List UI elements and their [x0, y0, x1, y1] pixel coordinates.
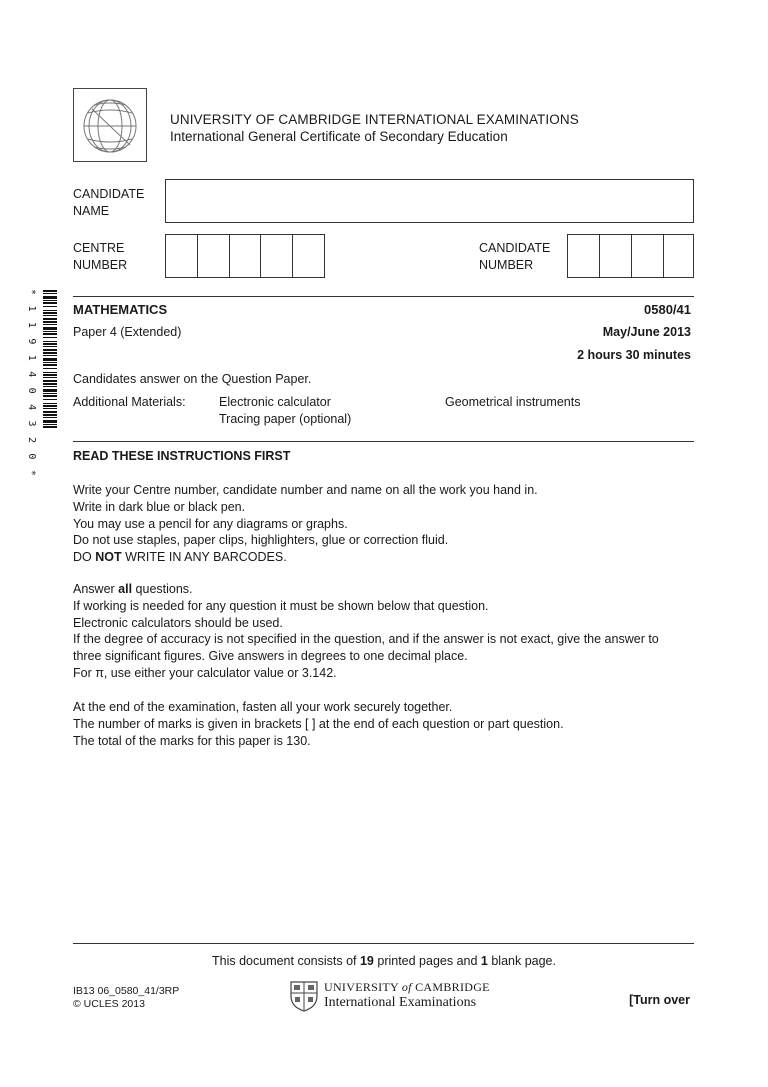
divider [73, 441, 694, 442]
centre-number-cell[interactable] [166, 235, 198, 277]
text: questions. [132, 582, 193, 596]
instructions-block-1 [73, 482, 693, 566]
header-qualification: International General Certificate of Secondary Education [170, 129, 508, 144]
header-university: UNIVERSITY OF CAMBRIDGE INTERNATIONAL EXAMINATIONS [170, 112, 579, 127]
candidate-name-label [73, 186, 144, 220]
instruction-line: three significant figures. Give answers in degrees to one decimal place. [73, 649, 468, 664]
candidate-number-label [479, 240, 550, 274]
divider [73, 296, 694, 297]
material-geometrical: Geometrical instruments [445, 395, 581, 409]
instruction-line: If the degree of accuracy is not specified in the question, and if the answer is not exact, give the answer to [73, 632, 659, 647]
globe-logo-frame [73, 88, 147, 162]
candidate-number-cell[interactable] [664, 235, 693, 277]
centre-number-label-l2: NUMBER [73, 258, 128, 272]
cambridge-crest-icon [289, 980, 319, 1012]
instructions-block-2 [73, 581, 693, 682]
duration: 2 hours 30 minutes [577, 348, 691, 362]
candidate-number-cell[interactable] [632, 235, 664, 277]
globe-icon [74, 89, 146, 161]
instruction-line: Electronic calculators should be used. [73, 615, 283, 630]
cambridge-brand-line1 [324, 980, 490, 995]
document-reference: IB13 06_0580_41/3RP [73, 985, 180, 997]
subject-title: MATHEMATICS [73, 302, 168, 317]
printed-pages-count: 19 [359, 954, 374, 968]
paper-name: Paper 4 (Extended) [73, 325, 182, 339]
instruction-line [73, 581, 693, 598]
centre-number-cell[interactable] [230, 235, 262, 277]
candidate-number-label-l2: NUMBER [479, 258, 534, 272]
centre-number-field[interactable] [165, 234, 325, 278]
centre-number-cell[interactable] [261, 235, 293, 277]
centre-number-label-l1: CENTRE [73, 241, 125, 255]
material-tracing-paper: Tracing paper (optional) [219, 412, 352, 426]
text: WRITE IN ANY BARCODES. [121, 550, 287, 565]
answer-instruction: Candidates answer on the Question Paper. [73, 372, 312, 386]
text: blank page. [487, 954, 556, 968]
text: of [401, 980, 412, 994]
turn-over: [Turn over [629, 993, 690, 1007]
text: UNIVERSITY [324, 980, 402, 994]
paper-code: 0580/41 [644, 302, 691, 317]
instruction-line: You may use a pencil for any diagrams or graphs. [73, 516, 348, 531]
candidate-name-field[interactable] [165, 179, 694, 223]
emphasis: NOT [95, 550, 122, 565]
copyright: © UCLES 2013 [73, 998, 145, 1010]
candidate-name-label-l1: CANDIDATE [73, 187, 145, 201]
instruction-line: Do not use staples, paper clips, highlighters, glue or correction fluid. [73, 533, 449, 548]
candidate-number-field[interactable] [567, 234, 694, 278]
instruction-line: The number of marks is given in brackets [ ] at the end of each question or part question. [73, 716, 564, 731]
instruction-line [73, 549, 693, 566]
candidate-name-label-l2: NAME [73, 204, 110, 218]
text: CAMBRIDGE [411, 980, 490, 994]
text: printed pages and [373, 954, 481, 968]
blank-pages-count: 1 [480, 954, 488, 968]
page-count-statement [0, 954, 768, 968]
text: DO [73, 550, 96, 565]
text: Answer [73, 582, 119, 596]
candidate-number-cell[interactable] [600, 235, 632, 277]
text: This document consists of [212, 954, 360, 968]
instructions-block-3 [73, 699, 693, 749]
barcode-number: * 1 1 9 1 4 0 4 3 2 0 * [26, 289, 37, 479]
footer-divider [73, 943, 694, 944]
material-calculator: Electronic calculator [219, 395, 331, 409]
centre-number-cell[interactable] [198, 235, 230, 277]
instruction-line: If working is needed for any question it must be shown below that question. [73, 598, 489, 613]
instruction-line: At the end of the examination, fasten all your work securely together. [73, 700, 453, 714]
instruction-line: Write your Centre number, candidate number and name on all the work you hand in. [73, 483, 538, 497]
centre-number-cell[interactable] [293, 235, 324, 277]
candidate-number-cell[interactable] [568, 235, 600, 277]
instruction-line: Write in dark blue or black pen. [73, 499, 246, 514]
materials-label: Additional Materials: [73, 395, 186, 409]
emphasis: all [118, 582, 133, 596]
instruction-line: For π, use either your calculator value or 3.142. [73, 665, 337, 680]
centre-number-label [73, 240, 127, 274]
candidate-number-label-l1: CANDIDATE [479, 241, 551, 255]
session: May/June 2013 [602, 325, 691, 339]
cambridge-brand-line2: International Examinations [324, 995, 477, 1010]
instruction-line: The total of the marks for this paper is 130. [73, 733, 311, 748]
instructions-heading: READ THESE INSTRUCTIONS FIRST [73, 449, 291, 463]
